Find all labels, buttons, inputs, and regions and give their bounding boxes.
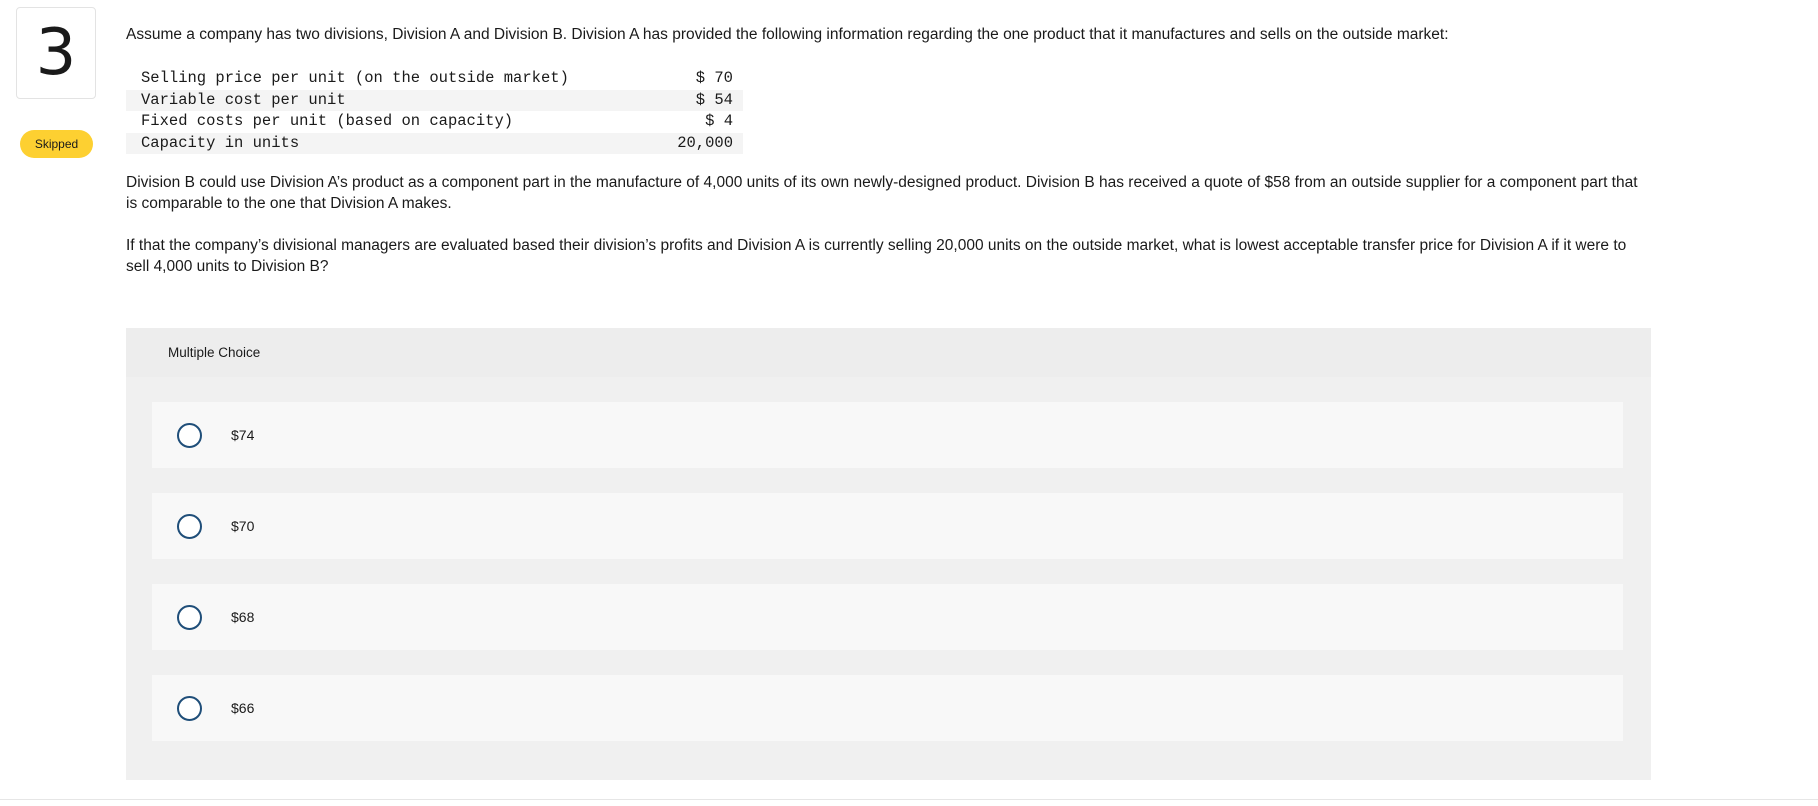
multiple-choice-panel [126,328,1651,779]
multiple-choice-options [126,377,1651,780]
radio-button[interactable] [177,696,202,721]
question-paragraph-3: If that the company’s divisional managers are evaluated based their division’s profits and Division A is currently selling 20,000 units on the outside market, what is lowest acceptable transfer price for Division A if it were to sell 4,000 units to Division B? [126,237,1627,275]
table-cell-value: $ 4 [705,112,733,130]
bottom-divider [0,799,1818,800]
table-row [126,133,743,155]
table-row [126,90,743,112]
table-row [126,111,743,133]
answer-option[interactable] [152,402,1623,468]
division-a-data-table [126,68,743,154]
table-cell-label: Selling price per unit (on the outside market) [141,69,569,87]
radio-button[interactable] [177,514,202,539]
table-cell-label: Variable cost per unit [126,90,651,112]
answer-option[interactable] [152,584,1623,650]
answer-option-label: $66 [231,700,255,716]
answer-option-label: $74 [231,427,255,443]
answer-option-label: $70 [231,518,255,534]
multiple-choice-header: Multiple Choice [126,328,1651,377]
radio-button[interactable] [177,423,202,448]
table-cell-value: 20,000 [651,133,743,155]
answer-option[interactable] [152,675,1623,741]
table-cell-value: $ 70 [695,69,733,87]
answer-option-label: $68 [231,609,255,625]
question-paragraph-2: Division B could use Division A’s product as a component part in the manufacture of 4,000 units of its own newly-designed product. Division B has received a quote of $58 from an outside supplier for a component part that is comparable to the one that Division A makes. [126,174,1638,212]
status-badge: Skipped [20,130,93,158]
table-cell-value: $ 54 [651,90,743,112]
table-row [126,68,743,90]
table-cell-label: Fixed costs per unit (based on capacity) [141,112,514,130]
question-intro: Assume a company has two divisions, Division A and Division B. Division A has provided the following information regarding the one product that it manufactures and sells on the outside market: [126,26,1449,43]
radio-button[interactable] [177,605,202,630]
question-number: 3 [35,16,77,90]
answer-option[interactable] [152,493,1623,559]
table-cell-label: Capacity in units [126,133,651,155]
question-number-box [16,7,96,99]
